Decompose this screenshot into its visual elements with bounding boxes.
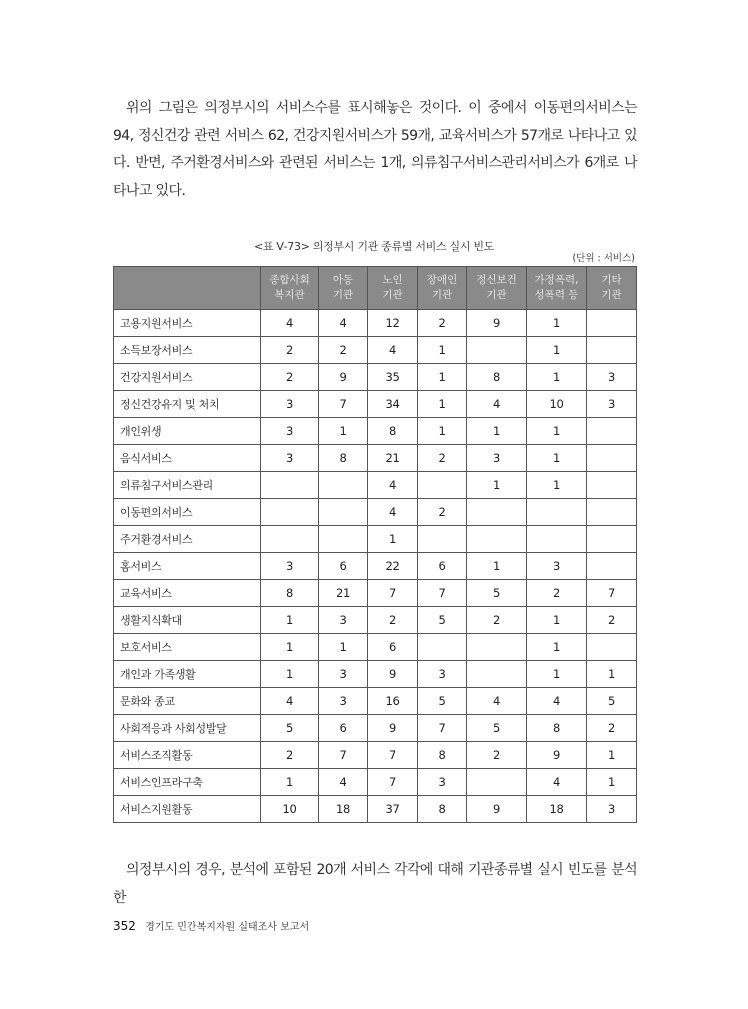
table-cell: 2	[319, 337, 368, 364]
column-header-line2: 기관	[431, 289, 453, 301]
row-label: 정신건강유지 및 처치	[114, 391, 261, 418]
table-cell: 1	[467, 472, 527, 499]
table-cell: 1	[527, 661, 587, 688]
row-label: 교육서비스	[114, 580, 261, 607]
table-cell: 3	[467, 445, 527, 472]
table-cell: 2	[368, 607, 418, 634]
table-cell: 4	[527, 688, 587, 715]
table-cell	[527, 526, 587, 553]
table-cell	[418, 634, 467, 661]
table-cell: 3	[261, 391, 319, 418]
table-cell: 1	[418, 337, 467, 364]
column-header	[418, 267, 467, 310]
row-label: 소득보장서비스	[114, 337, 261, 364]
table-cell: 3	[319, 607, 368, 634]
table-cell: 4	[319, 310, 368, 337]
table-row	[114, 661, 637, 688]
table-row	[114, 688, 637, 715]
table-row	[114, 337, 637, 364]
table-cell: 8	[368, 418, 418, 445]
table-cell: 2	[527, 580, 587, 607]
table-cell	[467, 526, 527, 553]
table-cell: 5	[587, 688, 637, 715]
table-cell: 5	[418, 607, 467, 634]
table-cell	[587, 445, 637, 472]
column-header-line2: 기관	[601, 289, 622, 301]
table-cell: 4	[319, 769, 368, 796]
table-cell	[587, 418, 637, 445]
row-label: 개인위생	[114, 418, 261, 445]
table-row	[114, 445, 637, 472]
table-cell: 10	[527, 391, 587, 418]
table-cell: 6	[319, 553, 368, 580]
table-cell: 3	[587, 364, 637, 391]
table-cell: 1	[527, 364, 587, 391]
table-row	[114, 310, 637, 337]
table-cell: 4	[368, 472, 418, 499]
table-cell: 22	[368, 553, 418, 580]
table-cell: 7	[368, 580, 418, 607]
row-label: 음식서비스	[114, 445, 261, 472]
table-cell: 4	[261, 688, 319, 715]
table-cell: 9	[368, 715, 418, 742]
row-label: 홈서비스	[114, 553, 261, 580]
table-cell	[587, 634, 637, 661]
outro-paragraph	[113, 857, 637, 912]
table-cell: 3	[319, 688, 368, 715]
table-cell: 1	[261, 661, 319, 688]
table-cell: 3	[418, 661, 467, 688]
table-cell: 21	[368, 445, 418, 472]
table-cell: 3	[527, 553, 587, 580]
table-row	[114, 742, 637, 769]
table-cell: 1	[418, 418, 467, 445]
table-cell: 8	[319, 445, 368, 472]
table-cell: 4	[467, 391, 527, 418]
table-cell	[587, 472, 637, 499]
table-row	[114, 418, 637, 445]
column-header-line2: 기관	[332, 289, 354, 301]
table-row	[114, 499, 637, 526]
table-cell: 9	[467, 796, 527, 823]
column-header	[587, 267, 637, 310]
table-cell: 7	[319, 742, 368, 769]
table-cell: 37	[368, 796, 418, 823]
table-cell: 9	[319, 364, 368, 391]
table-cell: 8	[261, 580, 319, 607]
table-cell: 2	[467, 607, 527, 634]
table-row	[114, 364, 637, 391]
row-label: 이동편의서비스	[114, 499, 261, 526]
table-cell: 1	[261, 769, 319, 796]
table-row	[114, 769, 637, 796]
table-cell: 1	[527, 472, 587, 499]
table-cell: 6	[319, 715, 368, 742]
table-cell: 7	[418, 715, 467, 742]
table-cell: 1	[527, 310, 587, 337]
column-header	[319, 267, 368, 310]
table-cell	[587, 526, 637, 553]
table-cell: 1	[261, 607, 319, 634]
column-header	[527, 267, 587, 310]
table-cell: 3	[418, 769, 467, 796]
table-cell	[467, 661, 527, 688]
table-cell: 4	[467, 688, 527, 715]
table-cell: 1	[418, 391, 467, 418]
table-cell: 2	[418, 499, 467, 526]
table-cell	[418, 526, 467, 553]
row-label: 건강지원서비스	[114, 364, 261, 391]
table-row	[114, 553, 637, 580]
table-cell	[587, 553, 637, 580]
row-label: 고용지원서비스	[114, 310, 261, 337]
row-label: 의류침구서비스관리	[114, 472, 261, 499]
table-cell: 3	[261, 445, 319, 472]
page-number: 352	[113, 919, 136, 933]
table-body	[114, 310, 637, 823]
table-cell	[587, 337, 637, 364]
table-cell: 1	[587, 661, 637, 688]
table-cell	[319, 499, 368, 526]
row-label: 서비스조직활동	[114, 742, 261, 769]
row-label: 서비스지원활동	[114, 796, 261, 823]
table-cell: 5	[261, 715, 319, 742]
outro-text: 의정부시의 경우, 분석에 포함된 20개 서비스 각각에 대해 기관종류별 실시 빈도를 분석한	[113, 862, 637, 906]
table-header-row	[114, 267, 637, 310]
table-cell: 10	[261, 796, 319, 823]
table-cell: 1	[527, 337, 587, 364]
table-cell: 5	[418, 688, 467, 715]
table-cell	[319, 472, 368, 499]
table-cell: 5	[467, 580, 527, 607]
column-header-line1: 장애인	[426, 274, 458, 286]
table-cell: 1	[527, 445, 587, 472]
table-cell: 4	[261, 310, 319, 337]
row-label: 사회적응과 사회성발달	[114, 715, 261, 742]
row-label: 문화와 종교	[114, 688, 261, 715]
table-row	[114, 634, 637, 661]
column-header-line1: 가정폭력,	[534, 274, 579, 286]
table-cell: 3	[319, 661, 368, 688]
table-cell: 21	[319, 580, 368, 607]
table-cell	[467, 634, 527, 661]
table-cell: 7	[368, 769, 418, 796]
table-cell: 9	[527, 742, 587, 769]
table-cell	[418, 472, 467, 499]
column-header	[368, 267, 418, 310]
table-cell: 1	[319, 418, 368, 445]
table-cell: 2	[587, 607, 637, 634]
table-cell: 9	[368, 661, 418, 688]
row-label: 주거환경서비스	[114, 526, 261, 553]
column-header-line1: 노인	[382, 274, 403, 286]
table-cell: 1	[418, 364, 467, 391]
service-frequency-table	[113, 266, 637, 823]
row-label: 생활지식확대	[114, 607, 261, 634]
table-cell: 2	[261, 742, 319, 769]
table-row	[114, 580, 637, 607]
table-cell: 5	[467, 715, 527, 742]
table-cell	[261, 472, 319, 499]
row-label: 서비스인프라구축	[114, 769, 261, 796]
table-cell: 7	[418, 580, 467, 607]
table-cell: 35	[368, 364, 418, 391]
table-cell	[527, 499, 587, 526]
table-cell	[261, 526, 319, 553]
table-cell: 1	[261, 634, 319, 661]
table-cell: 2	[261, 337, 319, 364]
column-header-line1: 기타	[601, 274, 622, 286]
table-cell: 2	[261, 364, 319, 391]
table-row	[114, 526, 637, 553]
table-cell: 18	[527, 796, 587, 823]
table-cell: 34	[368, 391, 418, 418]
table-cell: 9	[467, 310, 527, 337]
table-cell	[587, 310, 637, 337]
table-cell: 8	[418, 796, 467, 823]
column-header-line2: 기관	[486, 289, 507, 301]
table-row	[114, 607, 637, 634]
table-row	[114, 472, 637, 499]
table-cell: 12	[368, 310, 418, 337]
column-header	[467, 267, 527, 310]
table-cell: 8	[418, 742, 467, 769]
table-cell: 1	[587, 769, 637, 796]
table-cell: 2	[467, 742, 527, 769]
table-cell	[467, 499, 527, 526]
table-cell: 8	[467, 364, 527, 391]
intro-text: 위의 그림은 의정부시의 서비스수를 표시해놓은 것이다. 이 중에서 이동편의서비스는 94, 정신건강 관련 서비스 62, 건강지원서비스가 59개, 교육서비스가 57개로 나타나고 있다. 반면, 주거환경서비스와 관련된 서비스는 1개, 의류침구서비스관리서비스가 6개로 나타나고 있다.	[113, 100, 637, 199]
table-unit: (단위 : 서비스)	[572, 253, 635, 264]
table-cell	[467, 769, 527, 796]
table-cell: 1	[587, 742, 637, 769]
column-header	[261, 267, 319, 310]
table-cell: 3	[261, 418, 319, 445]
table-row	[114, 391, 637, 418]
column-header-line1: 정신보건	[476, 274, 517, 286]
table-cell: 18	[319, 796, 368, 823]
table-cell: 6	[418, 553, 467, 580]
page-footer	[113, 918, 309, 933]
row-label: 개인과 가족생활	[114, 661, 261, 688]
table-cell: 1	[527, 418, 587, 445]
table-cell: 1	[319, 634, 368, 661]
table-cell: 6	[368, 634, 418, 661]
header-corner	[114, 267, 261, 310]
table-row	[114, 796, 637, 823]
table-cell	[587, 499, 637, 526]
table-cell: 4	[368, 499, 418, 526]
table-row	[114, 715, 637, 742]
table-cell: 1	[467, 418, 527, 445]
column-header-line1: 아동	[332, 274, 354, 286]
table-cell: 3	[587, 796, 637, 823]
table-cell: 1	[368, 526, 418, 553]
table-cell: 1	[527, 607, 587, 634]
table-cell: 2	[587, 715, 637, 742]
report-title: 경기도 민간복지자원 실태조사 보고서	[145, 922, 310, 933]
table-cell: 1	[527, 634, 587, 661]
column-header-line2: 기관	[382, 289, 403, 301]
table-cell: 8	[527, 715, 587, 742]
table-cell: 3	[261, 553, 319, 580]
table-cell: 2	[418, 445, 467, 472]
table-cell	[261, 499, 319, 526]
table-cell: 16	[368, 688, 418, 715]
column-header-line2: 복지관	[274, 289, 305, 301]
table-cell: 7	[587, 580, 637, 607]
table-caption: <표 Ⅴ-73> 의정부시 기관 종류별 서비스 실시 빈도	[253, 240, 495, 253]
table-cell	[467, 337, 527, 364]
table-cell: 7	[319, 391, 368, 418]
intro-paragraph	[113, 95, 637, 205]
table-cell: 4	[527, 769, 587, 796]
table-cell: 7	[368, 742, 418, 769]
row-label: 보호서비스	[114, 634, 261, 661]
column-header-line1: 종합사회	[269, 274, 310, 286]
table-cell: 3	[587, 391, 637, 418]
table-cell: 1	[467, 553, 527, 580]
column-header-line2: 성폭력 등	[534, 289, 579, 301]
table-cell: 2	[418, 310, 467, 337]
table-cell	[319, 526, 368, 553]
table-cell: 4	[368, 337, 418, 364]
